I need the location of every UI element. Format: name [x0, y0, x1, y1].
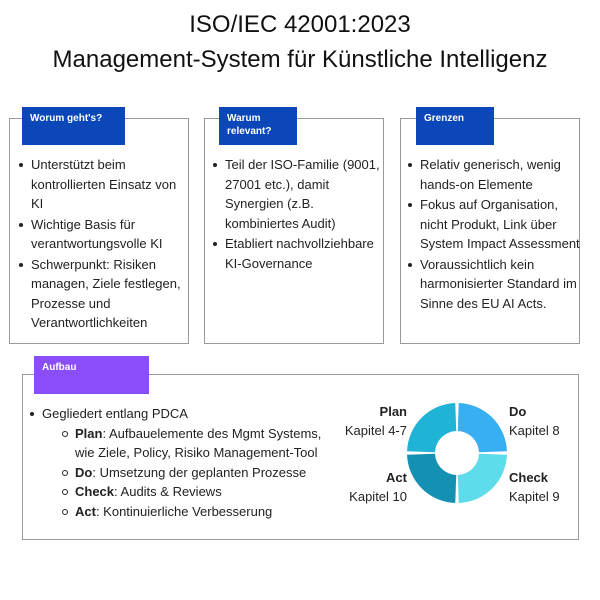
- card-grenzen-tag-label: Grenzen: [424, 113, 465, 124]
- sub-key-do: Do: [75, 464, 93, 480]
- pdca-check-chapter: Kapitel 9: [509, 489, 560, 504]
- pdca-segment-plan: [407, 403, 456, 452]
- sub-text-act: : Kontinuierliche Verbesserung: [95, 503, 273, 519]
- pdca-check-title: Check: [509, 470, 549, 485]
- list-item: [62, 463, 335, 483]
- page-title: ISO/IEC 42001:2023: [189, 11, 411, 38]
- sub-key-act: Act: [75, 503, 96, 519]
- card-warum-tag-label: Warum relevant?: [227, 113, 272, 137]
- list-item: [30, 404, 335, 521]
- pdca-plan-title: Plan: [379, 404, 407, 419]
- pdca-act-chapter: Kapitel 10: [349, 489, 407, 504]
- list-item: Fokus auf Organisation, nicht Produkt, Link über System Impact Assessment: [408, 195, 580, 254]
- sub-text-plan: : Aufbauelemente des Mgmt Systems, wie Ziele, Policy, Risiko Management-Tool: [75, 425, 322, 460]
- list-item: Etabliert nachvollziehbare KI-Governance: [213, 234, 383, 273]
- sub-key-check: Check: [75, 484, 115, 499]
- pdca-plan-chapter: Kapitel 4-7: [344, 423, 407, 438]
- sub-key-plan: Plan: [75, 425, 103, 441]
- list-item: Schwerpunkt: Risiken managen, Ziele festlegen, Prozesse und Verantwortlichkeiten: [19, 255, 189, 333]
- pdca-label-check: [509, 468, 589, 506]
- list-item: Voraussichtlich kein harmonisierter Standard im Sinne des EU AI Acts.: [408, 255, 580, 314]
- pdca-cycle: [404, 400, 510, 506]
- card-worum-tag: [22, 107, 125, 145]
- list-item: [62, 424, 335, 463]
- card-warum-tag: [219, 107, 297, 145]
- card-grenzen-tag: [416, 107, 494, 145]
- aufbau-main-item: Gegliedert entlang PDCA: [42, 406, 188, 421]
- list-item: [62, 502, 335, 522]
- sub-text-do: : Umsetzung der geplanten Prozesse: [92, 464, 307, 480]
- pdca-label-do: [509, 402, 589, 440]
- card-warum-list: [213, 155, 383, 274]
- list-item: Unterstützt beim kontrollierten Einsatz von KI: [19, 155, 189, 214]
- sub-text-check: : Audits & Reviews: [114, 484, 222, 499]
- list-item: [62, 482, 335, 502]
- pdca-do-chapter: Kapitel 8: [509, 423, 560, 438]
- card-worum-list: [19, 155, 189, 334]
- card-worum-tag-label: Worum geht's?: [30, 113, 103, 124]
- pdca-segment-act: [407, 454, 456, 503]
- aufbau-sub-list: [62, 424, 335, 522]
- card-grenzen-list: [408, 155, 580, 314]
- list-item: Teil der ISO-Familie (9001, 27001 etc.), damit Synergien (z.B. kombiniertes Audit): [213, 155, 383, 233]
- list-item: Wichtige Basis für verantwortungsvolle KI: [19, 215, 189, 254]
- pdca-label-act: [318, 468, 407, 506]
- pdca-do-title: Do: [509, 404, 527, 419]
- list-item: Relativ generisch, wenig hands-on Elemente: [408, 155, 580, 194]
- pdca-segment-do: [458, 403, 507, 452]
- aufbau-list: [30, 404, 335, 522]
- pdca-segment-check: [458, 454, 507, 503]
- pdca-label-plan: [318, 402, 407, 440]
- page-subtitle: Management-System für Künstliche Intelligenz: [52, 46, 548, 73]
- card-aufbau-tag: [34, 356, 149, 394]
- card-aufbau-tag-label: Aufbau: [42, 362, 77, 373]
- pdca-act-title: Act: [386, 470, 407, 485]
